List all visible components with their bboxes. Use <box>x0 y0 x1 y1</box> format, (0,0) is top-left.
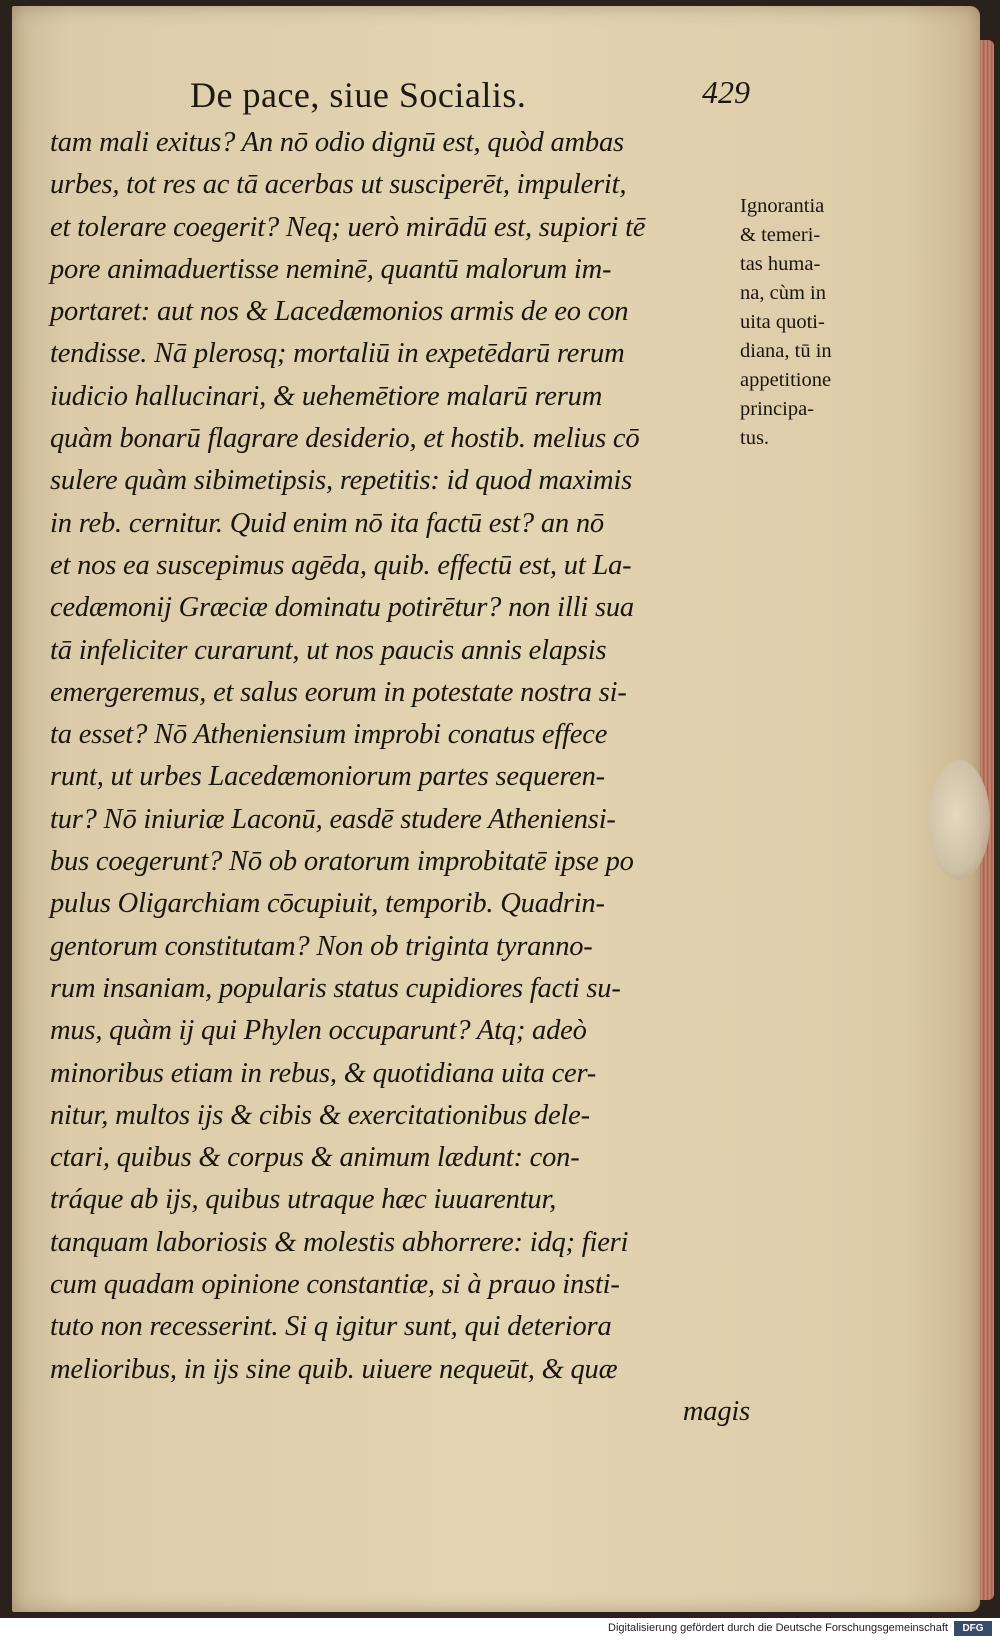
text-line: et tolerare coegerit? Neq; uerò mirādū est, supiori tē <box>50 211 646 243</box>
marginal-note-line: principa- <box>740 398 814 420</box>
text-line: minoribus etiam in rebus, & quotidiana uita cer- <box>50 1057 597 1089</box>
marginal-note-line: uita quoti- <box>740 311 825 333</box>
marginal-note-line: appetitione <box>740 369 832 391</box>
text-line: in reb. cernitur. Quid enim nō ita factū est? an nō <box>50 507 604 539</box>
marginal-note-line: diana, tū in <box>740 340 832 362</box>
marginal-note-line: Ignorantia <box>740 195 825 217</box>
page-number: 429 <box>702 74 750 110</box>
text-line: sulere quàm sibimetipsis, repetitis: id quod maximis <box>50 465 632 497</box>
text-line: bus coegerunt? Nō ob oratorum improbitatē ipse po <box>50 846 634 878</box>
text-line: pore animaduertisse neminē, quantū malorum im- <box>50 253 612 285</box>
text-line: tanquam laboriosis & molestis abhorrere: idq; fieri <box>50 1226 629 1258</box>
text-line: pulus Oligarchiam cōcupiuit, temporib. Quadrin- <box>50 888 605 920</box>
body-text <box>50 122 750 1433</box>
text-line: cedæmonij Græciæ dominatu potirētur? non illi sua <box>50 592 634 624</box>
text-line: gentorum constitutam? Non ob triginta tyranno- <box>50 930 593 962</box>
marginal-note-line: tas huma- <box>740 253 821 275</box>
text-line: tendisse. Nā plerosq; mortaliū in expetēdarū rerum <box>50 338 625 370</box>
text-line: tam mali exitus? An nō odio dignū est, quòd ambas <box>50 127 624 158</box>
marginal-note-line: & temeri- <box>740 224 821 246</box>
text-line: nitur, multos ijs & cibis & exercitationibus dele- <box>50 1099 590 1131</box>
footer-credit: Digitalisierung gefördert durch die Deutsche Forschungsgemeinschaft <box>608 1622 948 1634</box>
footer-bar <box>0 1618 1000 1640</box>
running-head <box>190 74 750 120</box>
text-line: cum quadam opinione constantiæ, si à prauo insti- <box>50 1269 620 1301</box>
running-head-title: De pace, siue Socialis. <box>190 75 527 115</box>
text-line: et nos ea suscepimus agēda, quib. effectū est, ut La- <box>50 549 632 581</box>
text-line: mus, quàm ij qui Phylen occuparunt? Atq; adeò <box>50 1015 587 1047</box>
page-clip <box>928 760 990 880</box>
text-line: tuto non recesserint. Si q igitur sunt, qui deteriora <box>50 1311 612 1343</box>
text-line: urbes, tot res ac tā acerbas ut susciperēt, impulerit, <box>50 169 627 201</box>
text-line: runt, ut urbes Lacedæmoniorum partes sequeren- <box>50 761 605 793</box>
text-line: tráque ab ijs, quibus utraque hæc iuuarentur, <box>50 1184 557 1216</box>
text-line: magis <box>682 1395 750 1427</box>
text-line: quàm bonarū flagrare desiderio, et hostib. melius cō <box>50 423 640 455</box>
marginal-note <box>740 192 880 453</box>
dfg-logo: DFG <box>954 1621 992 1636</box>
text-line: tā infeliciter curarunt, ut nos paucis annis elapsis <box>50 634 607 666</box>
marginal-note-line: na, cùm in <box>740 282 826 304</box>
marginal-note-line: tus. <box>740 427 770 449</box>
text-line: emergeremus, et salus eorum in potestate nostra si- <box>50 676 627 708</box>
text-line: melioribus, in ijs sine quib. uiuere nequeūt, & quæ <box>50 1353 618 1385</box>
text-line: portaret: aut nos & Lacedæmonios armis de eo con <box>50 296 629 328</box>
text-line: ctari, quibus & corpus & animum lædunt: con- <box>50 1142 580 1174</box>
text-line: iudicio hallucinari, & uehemētiore malarū rerum <box>50 380 603 412</box>
text-line: ta esset? Nō Atheniensium improbi conatus effece <box>50 719 608 751</box>
text-line: tur? Nō iniuriæ Laconū, easdē studere Atheniensi- <box>50 803 616 835</box>
text-line: rum insaniam, popularis status cupidiores facti su- <box>50 972 621 1004</box>
